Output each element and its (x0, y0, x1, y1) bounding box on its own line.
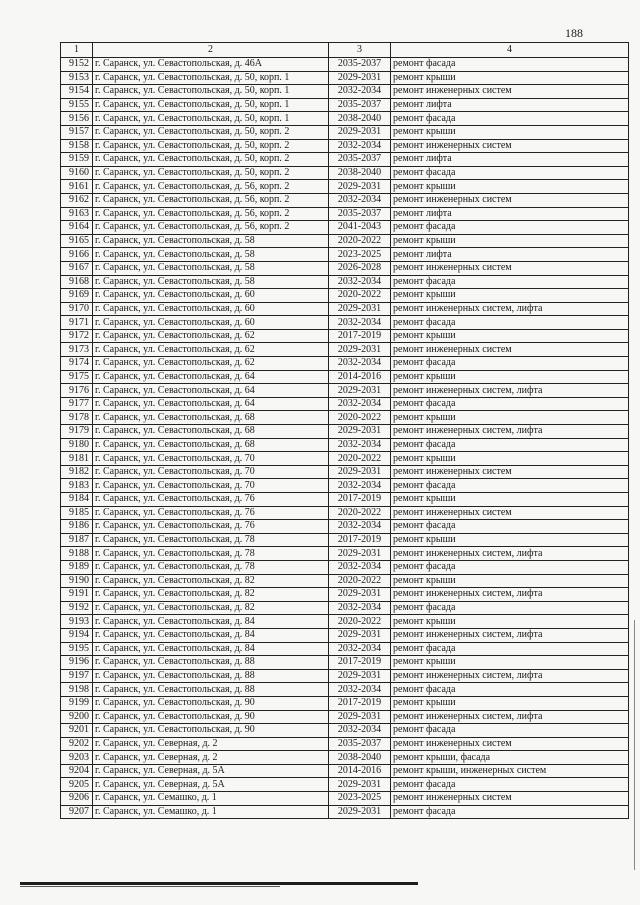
address-cell: г. Саранск, ул. Севастопольская, д. 88 (93, 656, 329, 670)
period-cell: 2032-2034 (329, 316, 391, 330)
address-cell: г. Саранск, ул. Севастопольская, д. 64 (93, 397, 329, 411)
table-row (61, 452, 629, 466)
address-cell: г. Саранск, ул. Севастопольская, д. 84 (93, 615, 329, 629)
work-type-cell: ремонт инженерных систем (391, 193, 629, 207)
address-cell: г. Саранск, ул. Севастопольская, д. 90 (93, 696, 329, 710)
table-row (61, 560, 629, 574)
work-type-cell: ремонт фасада (391, 112, 629, 126)
address-cell: г. Саранск, ул. Севастопольская, д. 76 (93, 493, 329, 507)
period-cell: 2029-2031 (329, 125, 391, 139)
row-number: 9159 (61, 153, 93, 167)
row-number: 9204 (61, 764, 93, 778)
address-cell: г. Саранск, ул. Северная, д. 2 (93, 737, 329, 751)
period-cell: 2029-2031 (329, 180, 391, 194)
work-type-cell: ремонт крыши (391, 234, 629, 248)
work-type-cell: ремонт инженерных систем (391, 139, 629, 153)
work-type-cell: ремонт крыши (391, 370, 629, 384)
work-type-cell: ремонт крыши (391, 615, 629, 629)
row-number: 9186 (61, 520, 93, 534)
row-number: 9203 (61, 751, 93, 765)
address-cell: г. Саранск, ул. Севастопольская, д. 50, корп. 2 (93, 153, 329, 167)
address-cell: г. Саранск, ул. Севастопольская, д. 78 (93, 533, 329, 547)
work-type-cell: ремонт крыши, фасада (391, 751, 629, 765)
period-cell: 2032-2034 (329, 275, 391, 289)
address-cell: г. Саранск, ул. Севастопольская, д. 56, корп. 2 (93, 180, 329, 194)
row-number: 9157 (61, 125, 93, 139)
period-cell: 2014-2016 (329, 370, 391, 384)
address-cell: г. Саранск, ул. Севастопольская, д. 70 (93, 465, 329, 479)
table-row (61, 520, 629, 534)
row-number: 9189 (61, 560, 93, 574)
work-type-cell: ремонт фасада (391, 166, 629, 180)
address-cell: г. Саранск, ул. Семашко, д. 1 (93, 805, 329, 819)
period-cell: 2029-2031 (329, 71, 391, 85)
table-body (61, 58, 629, 819)
table-row (61, 411, 629, 425)
work-type-cell: ремонт фасада (391, 357, 629, 371)
address-cell: г. Саранск, ул. Севастопольская, д. 58 (93, 275, 329, 289)
work-type-cell: ремонт фасада (391, 479, 629, 493)
period-cell: 2032-2034 (329, 193, 391, 207)
address-cell: г. Саранск, ул. Севастопольская, д. 88 (93, 669, 329, 683)
scan-edge-line (20, 882, 418, 885)
address-cell: г. Саранск, ул. Севастопольская, д. 68 (93, 425, 329, 439)
period-cell: 2029-2031 (329, 628, 391, 642)
table-row (61, 234, 629, 248)
period-cell: 2029-2031 (329, 302, 391, 316)
work-type-cell: ремонт фасада (391, 316, 629, 330)
period-cell: 2032-2034 (329, 560, 391, 574)
period-cell: 2020-2022 (329, 506, 391, 520)
work-type-cell: ремонт фасада (391, 520, 629, 534)
table-row (61, 193, 629, 207)
address-cell: г. Саранск, ул. Севастопольская, д. 76 (93, 506, 329, 520)
table-row (61, 533, 629, 547)
row-number: 9179 (61, 425, 93, 439)
table-row (61, 493, 629, 507)
period-cell: 2032-2034 (329, 438, 391, 452)
address-cell: г. Саранск, ул. Севастопольская, д. 46А (93, 58, 329, 72)
work-type-cell: ремонт инженерных систем, лифта (391, 588, 629, 602)
address-cell: г. Саранск, ул. Севастопольская, д. 64 (93, 384, 329, 398)
work-type-cell: ремонт инженерных систем, лифта (391, 384, 629, 398)
table-row (61, 275, 629, 289)
period-cell: 2020-2022 (329, 289, 391, 303)
row-number: 9206 (61, 792, 93, 806)
row-number: 9198 (61, 683, 93, 697)
row-number: 9156 (61, 112, 93, 126)
repair-schedule-table-wrap (60, 42, 629, 819)
work-type-cell: ремонт инженерных систем (391, 261, 629, 275)
work-type-cell: ремонт фасада (391, 683, 629, 697)
work-type-cell: ремонт крыши (391, 329, 629, 343)
address-cell: г. Саранск, ул. Севастопольская, д. 84 (93, 642, 329, 656)
row-number: 9181 (61, 452, 93, 466)
period-cell: 2035-2037 (329, 98, 391, 112)
table-row (61, 438, 629, 452)
period-cell: 2032-2034 (329, 357, 391, 371)
period-cell: 2029-2031 (329, 343, 391, 357)
row-number: 9183 (61, 479, 93, 493)
address-cell: г. Саранск, ул. Севастопольская, д. 70 (93, 479, 329, 493)
table-row (61, 153, 629, 167)
period-cell: 2038-2040 (329, 112, 391, 126)
work-type-cell: ремонт инженерных систем (391, 506, 629, 520)
address-cell: г. Саранск, ул. Севастопольская, д. 90 (93, 710, 329, 724)
address-cell: г. Саранск, ул. Северная, д. 5А (93, 778, 329, 792)
work-type-cell: ремонт крыши (391, 180, 629, 194)
table-row (61, 792, 629, 806)
work-type-cell: ремонт инженерных систем, лифта (391, 710, 629, 724)
row-number: 9177 (61, 397, 93, 411)
table-row (61, 125, 629, 139)
header-col-3: 3 (329, 43, 391, 58)
address-cell: г. Саранск, ул. Севастопольская, д. 58 (93, 248, 329, 262)
work-type-cell: ремонт фасада (391, 560, 629, 574)
address-cell: г. Саранск, ул. Севастопольская, д. 56, корп. 2 (93, 207, 329, 221)
period-cell: 2017-2019 (329, 696, 391, 710)
address-cell: г. Саранск, ул. Северная, д. 5А (93, 764, 329, 778)
header-col-4: 4 (391, 43, 629, 58)
row-number: 9184 (61, 493, 93, 507)
table-row (61, 329, 629, 343)
work-type-cell: ремонт инженерных систем, лифта (391, 628, 629, 642)
work-type-cell: ремонт фасада (391, 601, 629, 615)
work-type-cell: ремонт крыши (391, 493, 629, 507)
address-cell: г. Саранск, ул. Севастопольская, д. 68 (93, 438, 329, 452)
address-cell: г. Саранск, ул. Севастопольская, д. 84 (93, 628, 329, 642)
table-row (61, 751, 629, 765)
work-type-cell: ремонт фасада (391, 58, 629, 72)
scan-edge-line-thin (20, 886, 280, 887)
period-cell: 2032-2034 (329, 724, 391, 738)
period-cell: 2032-2034 (329, 601, 391, 615)
work-type-cell: ремонт фасада (391, 778, 629, 792)
work-type-cell: ремонт лифта (391, 153, 629, 167)
row-number: 9185 (61, 506, 93, 520)
row-number: 9205 (61, 778, 93, 792)
period-cell: 2035-2037 (329, 58, 391, 72)
table-row (61, 370, 629, 384)
work-type-cell: ремонт крыши, инженерных систем (391, 764, 629, 778)
row-number: 9165 (61, 234, 93, 248)
period-cell: 2017-2019 (329, 493, 391, 507)
table-row (61, 710, 629, 724)
table-row (61, 221, 629, 235)
work-type-cell: ремонт инженерных систем, лифта (391, 425, 629, 439)
row-number: 9154 (61, 85, 93, 99)
work-type-cell: ремонт фасада (391, 642, 629, 656)
address-cell: г. Саранск, ул. Севастопольская, д. 56, корп. 2 (93, 221, 329, 235)
work-type-cell: ремонт крыши (391, 574, 629, 588)
work-type-cell: ремонт фасада (391, 275, 629, 289)
row-number: 9192 (61, 601, 93, 615)
table-row (61, 683, 629, 697)
table-row (61, 696, 629, 710)
row-number: 9173 (61, 343, 93, 357)
address-cell: г. Саранск, ул. Севастопольская, д. 78 (93, 547, 329, 561)
table-row (61, 506, 629, 520)
row-number: 9171 (61, 316, 93, 330)
table-row (61, 384, 629, 398)
period-cell: 2032-2034 (329, 479, 391, 493)
row-number: 9153 (61, 71, 93, 85)
table-row (61, 85, 629, 99)
table-row (61, 343, 629, 357)
table-row (61, 628, 629, 642)
address-cell: г. Саранск, ул. Севастопольская, д. 50, корп. 2 (93, 139, 329, 153)
table-row (61, 601, 629, 615)
period-cell: 2035-2037 (329, 737, 391, 751)
row-number: 9199 (61, 696, 93, 710)
row-number: 9169 (61, 289, 93, 303)
row-number: 9158 (61, 139, 93, 153)
period-cell: 2020-2022 (329, 411, 391, 425)
row-number: 9164 (61, 221, 93, 235)
repair-schedule-table (60, 42, 629, 819)
period-cell: 2020-2022 (329, 615, 391, 629)
row-number: 9193 (61, 615, 93, 629)
address-cell: г. Саранск, ул. Севастопольская, д. 82 (93, 574, 329, 588)
period-cell: 2029-2031 (329, 425, 391, 439)
table-row (61, 302, 629, 316)
period-cell: 2029-2031 (329, 384, 391, 398)
table-row (61, 425, 629, 439)
address-cell: г. Саранск, ул. Северная, д. 2 (93, 751, 329, 765)
period-cell: 2029-2031 (329, 805, 391, 819)
period-cell: 2029-2031 (329, 778, 391, 792)
period-cell: 2020-2022 (329, 452, 391, 466)
address-cell: г. Саранск, ул. Севастопольская, д. 50, корп. 2 (93, 125, 329, 139)
work-type-cell: ремонт крыши (391, 452, 629, 466)
period-cell: 2032-2034 (329, 683, 391, 697)
address-cell: г. Саранск, ул. Севастопольская, д. 82 (93, 588, 329, 602)
address-cell: г. Саранск, ул. Севастопольская, д. 58 (93, 261, 329, 275)
period-cell: 2032-2034 (329, 397, 391, 411)
address-cell: г. Саранск, ул. Севастопольская, д. 60 (93, 316, 329, 330)
address-cell: г. Саранск, ул. Севастопольская, д. 68 (93, 411, 329, 425)
address-cell: г. Саранск, ул. Севастопольская, д. 62 (93, 343, 329, 357)
work-type-cell: ремонт инженерных систем (391, 85, 629, 99)
row-number: 9167 (61, 261, 93, 275)
work-type-cell: ремонт инженерных систем, лифта (391, 547, 629, 561)
row-number: 9175 (61, 370, 93, 384)
work-type-cell: ремонт инженерных систем, лифта (391, 302, 629, 316)
period-cell: 2020-2022 (329, 234, 391, 248)
table-row (61, 778, 629, 792)
work-type-cell: ремонт крыши (391, 125, 629, 139)
address-cell: г. Саранск, ул. Севастопольская, д. 50, корп. 2 (93, 166, 329, 180)
table-row (61, 479, 629, 493)
row-number: 9202 (61, 737, 93, 751)
row-number: 9161 (61, 180, 93, 194)
address-cell: г. Саранск, ул. Севастопольская, д. 82 (93, 601, 329, 615)
address-cell: г. Саранск, ул. Севастопольская, д. 58 (93, 234, 329, 248)
address-cell: г. Саранск, ул. Севастопольская, д. 50, корп. 1 (93, 98, 329, 112)
row-number: 9190 (61, 574, 93, 588)
table-row (61, 588, 629, 602)
period-cell: 2029-2031 (329, 669, 391, 683)
work-type-cell: ремонт крыши (391, 696, 629, 710)
table-row (61, 248, 629, 262)
row-number: 9166 (61, 248, 93, 262)
row-number: 9201 (61, 724, 93, 738)
table-row (61, 724, 629, 738)
table-row (61, 316, 629, 330)
row-number: 9180 (61, 438, 93, 452)
work-type-cell: ремонт крыши (391, 533, 629, 547)
work-type-cell: ремонт лифта (391, 98, 629, 112)
table-row (61, 397, 629, 411)
row-number: 9200 (61, 710, 93, 724)
address-cell: г. Саранск, ул. Севастопольская, д. 88 (93, 683, 329, 697)
table-row (61, 805, 629, 819)
period-cell: 2017-2019 (329, 533, 391, 547)
row-number: 9197 (61, 669, 93, 683)
work-type-cell: ремонт фасада (391, 221, 629, 235)
row-number: 9196 (61, 656, 93, 670)
period-cell: 2017-2019 (329, 329, 391, 343)
work-type-cell: ремонт фасада (391, 397, 629, 411)
period-cell: 2029-2031 (329, 588, 391, 602)
work-type-cell: ремонт инженерных систем (391, 737, 629, 751)
table-row (61, 669, 629, 683)
address-cell: г. Саранск, ул. Севастопольская, д. 62 (93, 357, 329, 371)
row-number: 9187 (61, 533, 93, 547)
table-header-row (61, 43, 629, 58)
row-number: 9163 (61, 207, 93, 221)
table-row (61, 764, 629, 778)
period-cell: 2035-2037 (329, 207, 391, 221)
address-cell: г. Саранск, ул. Севастопольская, д. 76 (93, 520, 329, 534)
work-type-cell: ремонт крыши (391, 71, 629, 85)
address-cell: г. Саранск, ул. Севастопольская, д. 56, корп. 2 (93, 193, 329, 207)
work-type-cell: ремонт крыши (391, 656, 629, 670)
period-cell: 2038-2040 (329, 166, 391, 180)
row-number: 9207 (61, 805, 93, 819)
row-number: 9170 (61, 302, 93, 316)
row-number: 9162 (61, 193, 93, 207)
row-number: 9195 (61, 642, 93, 656)
page-number: 188 (565, 26, 583, 40)
scan-right-edge (634, 620, 635, 870)
row-number: 9178 (61, 411, 93, 425)
period-cell: 2032-2034 (329, 642, 391, 656)
table-row (61, 289, 629, 303)
table-row (61, 615, 629, 629)
period-cell: 2029-2031 (329, 465, 391, 479)
address-cell: г. Саранск, ул. Севастопольская, д. 60 (93, 302, 329, 316)
address-cell: г. Саранск, ул. Севастопольская, д. 50, корп. 1 (93, 85, 329, 99)
table-row (61, 207, 629, 221)
row-number: 9182 (61, 465, 93, 479)
table-row (61, 656, 629, 670)
period-cell: 2041-2043 (329, 221, 391, 235)
work-type-cell: ремонт инженерных систем (391, 343, 629, 357)
period-cell: 2032-2034 (329, 520, 391, 534)
row-number: 9172 (61, 329, 93, 343)
table-row (61, 642, 629, 656)
period-cell: 2029-2031 (329, 547, 391, 561)
period-cell: 2035-2037 (329, 153, 391, 167)
work-type-cell: ремонт инженерных систем (391, 465, 629, 479)
work-type-cell: ремонт инженерных систем (391, 792, 629, 806)
period-cell: 2023-2025 (329, 792, 391, 806)
period-cell: 2029-2031 (329, 710, 391, 724)
period-cell: 2020-2022 (329, 574, 391, 588)
table-row (61, 574, 629, 588)
address-cell: г. Саранск, ул. Севастопольская, д. 50, корп. 1 (93, 112, 329, 126)
row-number: 9194 (61, 628, 93, 642)
address-cell: г. Саранск, ул. Севастопольская, д. 60 (93, 289, 329, 303)
row-number: 9188 (61, 547, 93, 561)
row-number: 9152 (61, 58, 93, 72)
period-cell: 2026-2028 (329, 261, 391, 275)
period-cell: 2023-2025 (329, 248, 391, 262)
row-number: 9155 (61, 98, 93, 112)
work-type-cell: ремонт крыши (391, 411, 629, 425)
table-row (61, 357, 629, 371)
work-type-cell: ремонт лифта (391, 248, 629, 262)
period-cell: 2032-2034 (329, 139, 391, 153)
address-cell: г. Саранск, ул. Севастопольская, д. 64 (93, 370, 329, 384)
period-cell: 2038-2040 (329, 751, 391, 765)
work-type-cell: ремонт фасада (391, 438, 629, 452)
header-col-2: 2 (93, 43, 329, 58)
work-type-cell: ремонт фасада (391, 724, 629, 738)
period-cell: 2014-2016 (329, 764, 391, 778)
work-type-cell: ремонт крыши (391, 289, 629, 303)
table-row (61, 261, 629, 275)
table-row (61, 737, 629, 751)
row-number: 9160 (61, 166, 93, 180)
address-cell: г. Саранск, ул. Севастопольская, д. 70 (93, 452, 329, 466)
work-type-cell: ремонт фасада (391, 805, 629, 819)
table-row (61, 58, 629, 72)
row-number: 9191 (61, 588, 93, 602)
period-cell: 2017-2019 (329, 656, 391, 670)
header-col-1: 1 (61, 43, 93, 58)
work-type-cell: ремонт инженерных систем, лифта (391, 669, 629, 683)
table-row (61, 180, 629, 194)
table-row (61, 166, 629, 180)
row-number: 9174 (61, 357, 93, 371)
table-row (61, 465, 629, 479)
period-cell: 2032-2034 (329, 85, 391, 99)
table-row (61, 98, 629, 112)
table-row (61, 139, 629, 153)
row-number: 9176 (61, 384, 93, 398)
address-cell: г. Саранск, ул. Семашко, д. 1 (93, 792, 329, 806)
work-type-cell: ремонт лифта (391, 207, 629, 221)
address-cell: г. Саранск, ул. Севастопольская, д. 78 (93, 560, 329, 574)
address-cell: г. Саранск, ул. Севастопольская, д. 50, корп. 1 (93, 71, 329, 85)
table-row (61, 547, 629, 561)
table-row (61, 71, 629, 85)
table-row (61, 112, 629, 126)
address-cell: г. Саранск, ул. Севастопольская, д. 62 (93, 329, 329, 343)
row-number: 9168 (61, 275, 93, 289)
address-cell: г. Саранск, ул. Севастопольская, д. 90 (93, 724, 329, 738)
